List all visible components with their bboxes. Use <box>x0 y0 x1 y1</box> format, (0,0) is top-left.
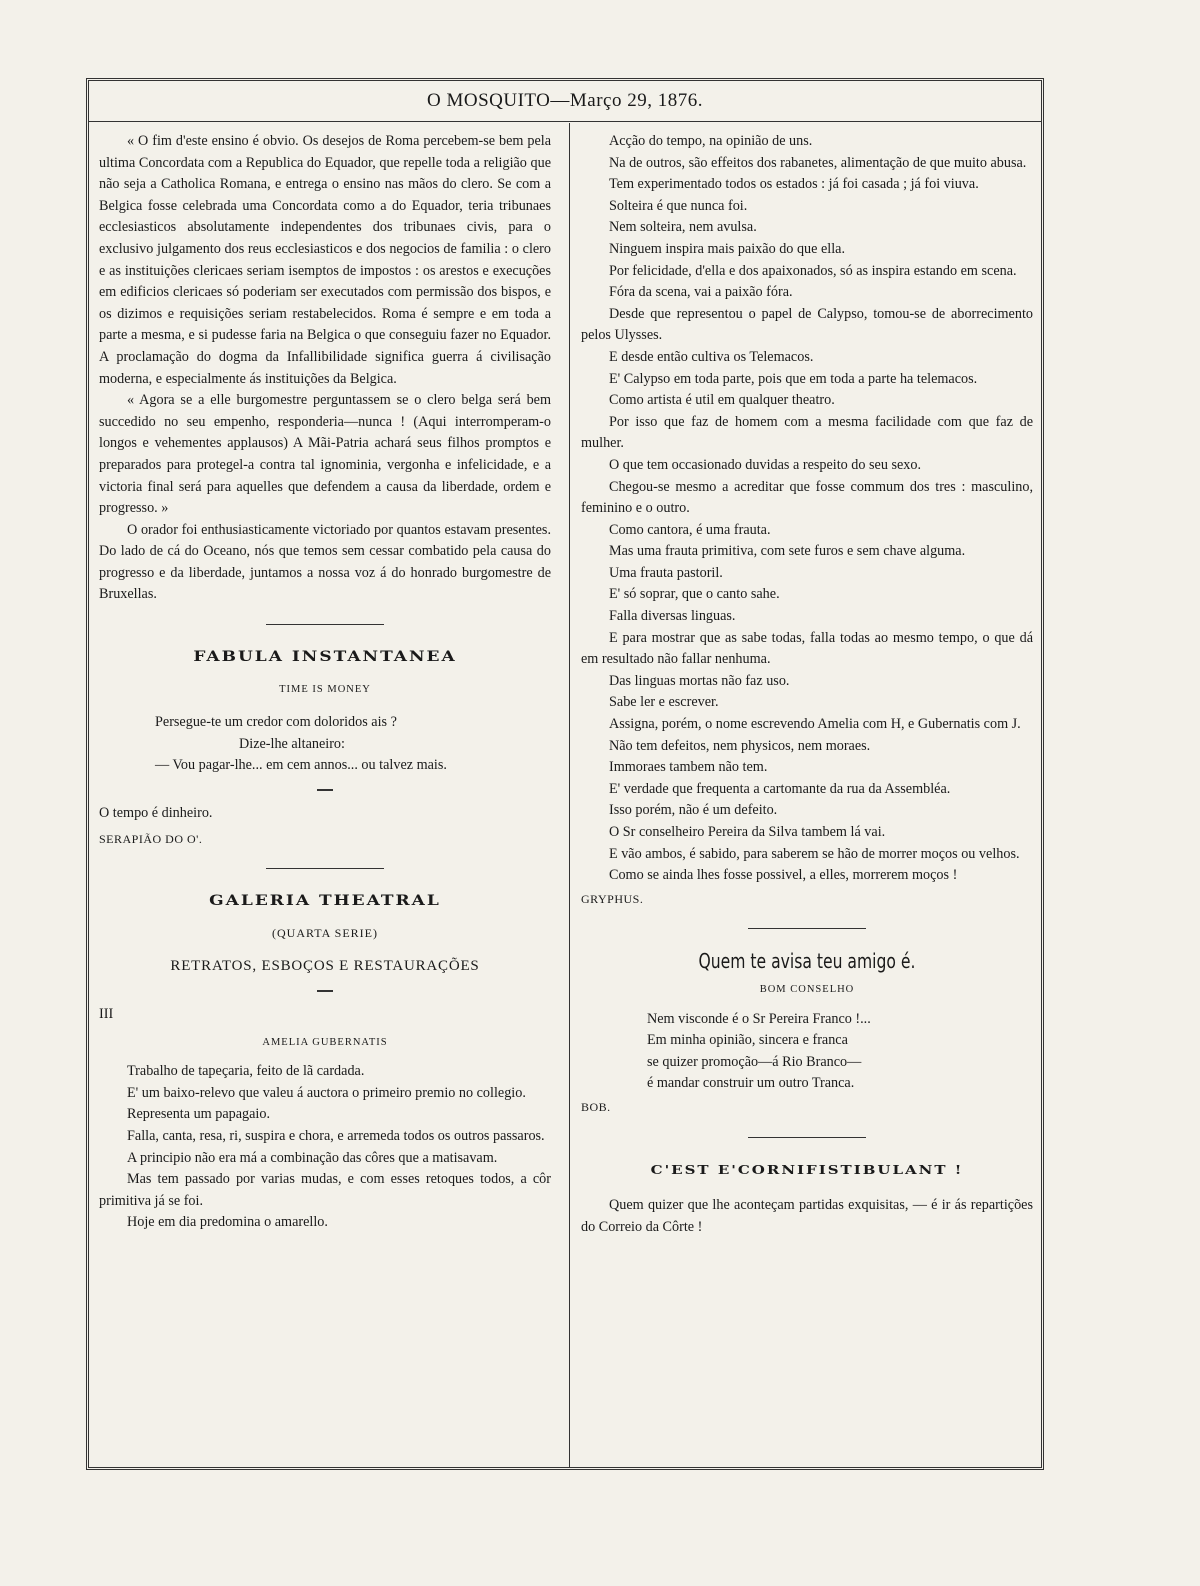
poem-line: — Vou pagar-lhe... em cem annos... ou talvez mais. <box>155 757 447 774</box>
paragraph: O que tem occasionado duvidas a respeito do seu sexo. <box>609 456 922 473</box>
paragraph: Representa um papagaio. <box>127 1106 271 1123</box>
section-rule <box>266 868 384 869</box>
fabula-signature: SERAPIÃO DO O'. <box>99 831 203 846</box>
paragraph: Falla, canta, resa, ri, suspira e chora, e arremeda todos os outros passaros. <box>127 1127 545 1144</box>
paragraph: E' um baixo-relevo que valeu á auctora o primeiro premio no collegio. <box>127 1084 526 1101</box>
paragraph: E' verdade que frequenta a cartomante da rua da Assembléa. <box>609 780 951 797</box>
short-rule <box>317 789 333 791</box>
page-frame <box>86 78 1044 1470</box>
paragraph: Fóra da scena, vai a paixão fóra. <box>609 284 793 301</box>
cornifistibulant-title: C'EST E'CORNIFISTIBULANT ! <box>650 1162 964 1177</box>
paragraph: Desde que representou o papel de Calypso, tomou-se de aborrecimento pelos Ulysses. <box>581 305 1033 344</box>
paragraph: « Agora se a elle burgomestre perguntassem se o clero belga será bem succedido no seu empenho, responderia—nunca ! (Aqui interromperam-o longos e vehementes applausos) A Mãi-Patria achará seus filhos promptos e preparados para protegel-a contra tal ignominia, vergonha e infelicidade, e a victoria final será para aquelles que defendem a causa da liberdade, ordem e progresso. » <box>99 392 551 517</box>
paragraph: Como cantora, é uma frauta. <box>609 521 771 538</box>
paragraph: Immoraes tambem não tem. <box>609 759 768 776</box>
galeria-name: AMELIA GUBERNATIS <box>262 1036 388 1048</box>
paragraph: E' só soprar, que o canto sahe. <box>609 586 780 603</box>
left-column <box>99 131 551 1234</box>
galeria-title: GALERIA THEATRAL <box>209 893 441 910</box>
paragraph: O orador foi enthusiasticamente victoriado por quantos estavam presentes. Do lado de cá do Oceano, nós que temos sem cessar combatido pela causa do progresso e da liberdade, juntamos a nossa voz á do honrado burgomestre de Bruxellas. <box>99 521 551 603</box>
fabula-moral: O tempo é dinheiro. <box>99 805 213 822</box>
fabula-subtitle: TIME IS MONEY <box>279 683 371 695</box>
paragraph: Trabalho de tapeçaria, feito de lã cardada. <box>127 1063 365 1080</box>
section-rule <box>266 624 384 625</box>
paragraph: Quem quizer que lhe aconteçam partidas exquisitas, — é ir ás repartições do Correio da Côrte ! <box>581 1197 1033 1235</box>
paragraph: Solteira é que nunca foi. <box>609 197 748 214</box>
paragraph: E vão ambos, é sabido, para saberem se hão de morrer moços ou velhos. <box>609 845 1020 862</box>
paragraph: Das linguas mortas não faz uso. <box>609 672 790 689</box>
paragraph: Por felicidade, d'ella e dos apaixonados, só as inspira estando em scena. <box>609 262 1017 279</box>
poem-line: se quizer promoção—á Rio Branco— <box>647 1053 862 1070</box>
short-rule <box>317 990 333 992</box>
paragraph: « O fim d'este ensino é obvio. Os desejos de Roma percebem-se bem pela ultima Concordata com a Republica do Equador, que repelle toda a religião que não seja a Catholica Romana, e entrega o ensino nas mãos do clero. Se com a Belgica fosse celebrada uma Concordata como a do Equador, teria tribunaes ecclesiasticos absolutamente independentes dos tribunaes civis, para o exclusivo julgamento dos reus ecclesiasticos e dos negocios de familia : o clero e as instituições clericaes seriam isemptos de impostos : os arestos e execuções em edificios clericaes só poderiam ser executados com permissão dos bispos, e os dizimos e requisições seriam restabelecidos. Roma é sempre e em toda a parte a mesma, e si pudesse faria na Belgica o que conseguiu fazer no Equador. A proclamação do dogma da Infallibilidade significa guerra á civilisação moderna, e especialmente ás instituições da Belgica. <box>99 133 551 387</box>
paragraph: Mas tem passado por varias mudas, e com esses retoques todos, a côr primitiva já se foi. <box>99 1171 551 1209</box>
paragraph: Mas uma frauta primitiva, com sete furos e sem chave alguma. <box>609 543 966 560</box>
galeria-series: (QUARTA SERIE) <box>272 925 378 940</box>
poem-line: Persegue-te um credor com doloridos ais ? <box>155 714 397 731</box>
paragraph: Assigna, porém, o nome escrevendo Amelia com H, e Gubernatis com J. <box>609 716 1021 733</box>
paragraph: E' Calypso em toda parte, pois que em toda a parte ha telemacos. <box>609 370 978 387</box>
aviso-poem <box>581 1009 1033 1095</box>
column-divider <box>569 123 570 1467</box>
paragraph: Tem experimentado todos os estados : já foi casada ; já foi viuva. <box>609 176 979 193</box>
paragraph: Isso porém, não é um defeito. <box>609 802 778 819</box>
aviso-signature: BOB. <box>581 1099 611 1114</box>
poem-line: Em minha opinião, sincera e franca <box>647 1032 848 1049</box>
paragraph: Ninguem inspira mais paixão do que ella. <box>609 240 846 257</box>
right-column <box>581 131 1033 1238</box>
paragraph: Hoje em dia predomina o amarello. <box>127 1214 328 1231</box>
poem-line: Nem visconde é o Sr Pereira Franco !... <box>647 1010 871 1027</box>
paragraph: Sabe ler e escrever. <box>609 694 719 711</box>
paragraph: A principio não era má a combinação das côres que a matisavam. <box>127 1149 498 1166</box>
poem-line: Dize-lhe altaneiro: <box>239 735 345 752</box>
aviso-subtitle: BOM CONSELHO <box>759 983 855 995</box>
paragraph: E para mostrar que as sabe todas, falla todas ao mesmo tempo, o que dá em resultado não fallar nenhuma. <box>581 629 1033 668</box>
paragraph: Como se ainda lhes fosse possivel, a elles, morrerem moços ! <box>609 867 958 884</box>
fabula-poem <box>99 712 551 777</box>
poem-line: é mandar construir um outro Tranca. <box>647 1075 855 1092</box>
paragraph: Chegou-se mesmo a acreditar que fosse commum dos tres : masculino, feminino e o outro. <box>581 478 1033 517</box>
paragraph: Uma frauta pastoril. <box>609 564 723 581</box>
fabula-title: FABULA INSTANTANEA <box>193 649 457 666</box>
paragraph: Nem solteira, nem avulsa. <box>609 219 757 236</box>
paragraph: Por isso que faz de homem com a mesma facilidade com que faz de mulher. <box>581 413 1033 452</box>
paragraph: E desde então cultiva os Telemacos. <box>609 348 814 365</box>
paragraph: Acção do tempo, na opinião de uns. <box>609 133 813 149</box>
paragraph: O Sr conselheiro Pereira da Silva tambem lá vai. <box>609 824 886 840</box>
paragraph: Na de outros, são effeitos dos rabanetes, alimentação de que muito abusa. <box>609 154 1027 171</box>
gryphus-signature: GRYPHUS. <box>581 891 644 906</box>
aviso-title: Quem te avisa teu amigo é. <box>698 949 916 974</box>
galeria-subtitle: RETRATOS, ESBOÇOS E RESTAURAÇÕES <box>170 958 480 975</box>
paragraph: Não tem defeitos, nem physicos, nem moraes. <box>609 737 871 754</box>
paragraph: Como artista é util em qualquer theatro. <box>609 392 835 409</box>
section-rule <box>748 928 866 929</box>
section-rule <box>748 1137 866 1138</box>
page-header: O MOSQUITO—Março 29, 1876. <box>89 81 1041 122</box>
paragraph: Falla diversas linguas. <box>609 608 736 625</box>
galeria-number: III <box>99 1006 114 1022</box>
